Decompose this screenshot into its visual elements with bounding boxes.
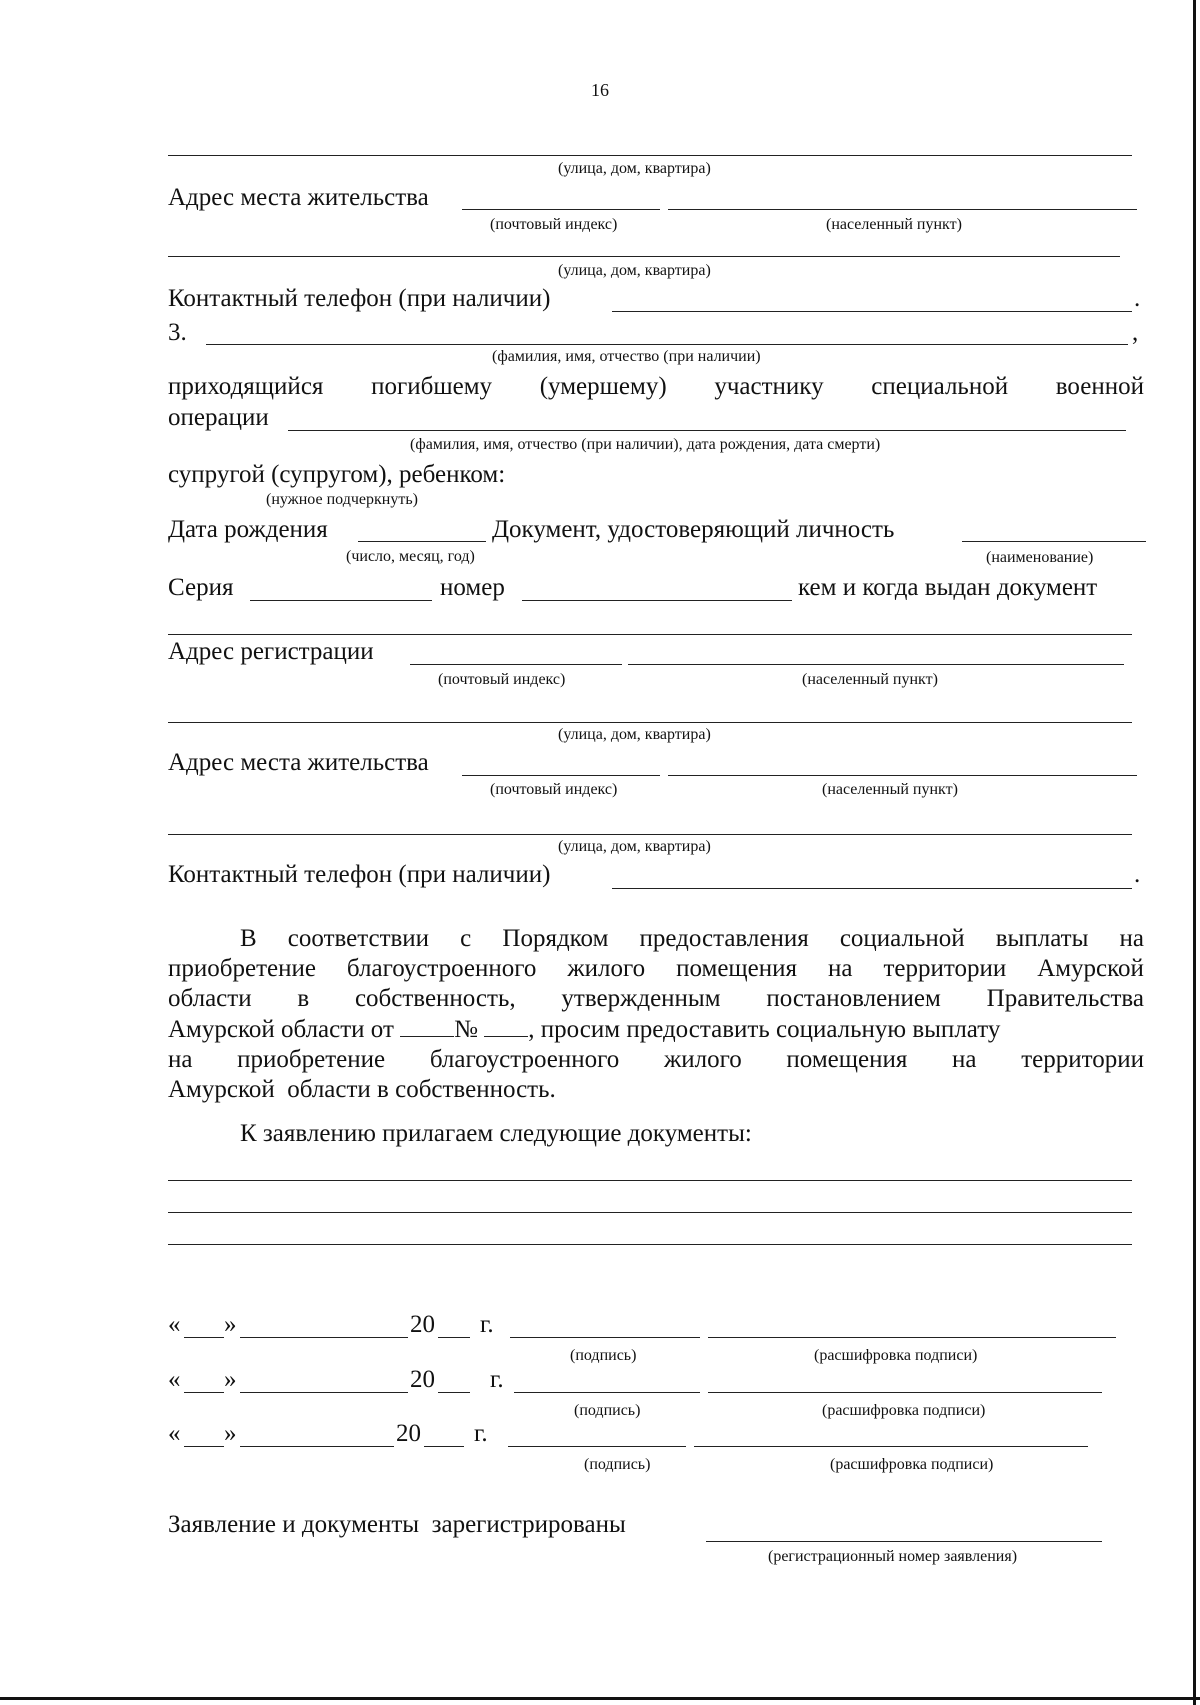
application-paragraph — [168, 924, 1144, 1105]
relation-word: военной — [1055, 373, 1144, 400]
paragraph-text: Амурской области от — [168, 1016, 394, 1043]
sig1-open-quote: « — [168, 1311, 181, 1338]
sig3-decode-line — [694, 1446, 1088, 1447]
operation-label: операции — [168, 404, 269, 431]
residence-label-2: Адрес места жительства — [168, 749, 429, 776]
sig3-day-line — [184, 1446, 224, 1447]
number-line — [522, 600, 792, 601]
paragraph-word: Порядком — [502, 925, 609, 952]
number-blank — [484, 1014, 528, 1037]
sig3-year-prefix: 20 — [396, 1420, 421, 1447]
registered-label: Заявление и документы зарегистрированы — [168, 1511, 626, 1538]
fio-caption-3: (фамилия, имя, отчество (при наличии) — [492, 348, 761, 365]
paragraph-word: жилого — [567, 955, 646, 982]
paragraph-word: в — [297, 985, 310, 1012]
spouse-label: супругой (супругом), ребенком: — [168, 461, 506, 488]
sig2-year-suffix: г. — [490, 1366, 504, 1393]
locality-caption-2: (населенный пункт) — [802, 671, 938, 688]
sig2-decode-caption: (расшифровка подписи) — [822, 1402, 986, 1419]
locality-caption-1: (населенный пункт) — [826, 216, 962, 233]
sig1-month-line — [240, 1337, 408, 1338]
item-3-label: 3. — [168, 319, 187, 346]
registration-index-line — [410, 664, 622, 665]
sig1-close-quote: » — [224, 1311, 237, 1338]
residence-index-line-1 — [462, 209, 660, 210]
phone-line-2 — [612, 888, 1132, 889]
sig2-close-quote: » — [224, 1366, 237, 1393]
birth-date-label: Дата рождения — [168, 516, 328, 543]
name-caption: (наименование) — [986, 549, 1094, 566]
residence-locality-line-2 — [668, 775, 1137, 776]
paragraph-word: помещения — [786, 1046, 908, 1073]
residence-label-1: Адрес места жительства — [168, 184, 429, 211]
series-line — [250, 600, 432, 601]
sig1-decode-line — [708, 1337, 1116, 1338]
paragraph-line-6 — [168, 1075, 1144, 1105]
sig1-year-suffix: г. — [480, 1311, 494, 1338]
paragraph-word: приобретение — [168, 955, 316, 982]
paragraph-text: , просим предоставить социальную выплату — [528, 1016, 1001, 1043]
date-blank — [400, 1014, 454, 1037]
number-sign: № — [454, 1016, 479, 1043]
relation-word: погибшему — [371, 373, 493, 400]
series-label: Серия — [168, 574, 234, 601]
paragraph-word: территории — [1021, 1046, 1144, 1073]
paragraph-word: благоустроенного — [346, 955, 537, 982]
street-caption-1: (улица, дом, квартира) — [558, 160, 711, 177]
paragraph-text: Амурской области в собственность. — [168, 1076, 556, 1103]
phone-period-2: . — [1134, 861, 1141, 888]
sig3-year-suffix: г. — [474, 1420, 488, 1447]
sig2-open-quote: « — [168, 1366, 181, 1393]
paragraph-word: приобретение — [237, 1046, 386, 1073]
id-doc-line — [962, 541, 1146, 542]
sig2-month-line — [240, 1392, 408, 1393]
paragraph-word: Амурской — [1037, 955, 1144, 982]
sig2-day-line — [184, 1392, 224, 1393]
issued-line — [168, 634, 1132, 635]
paragraph-line-1 — [168, 924, 1144, 954]
locality-caption-3: (населенный пункт) — [822, 781, 958, 798]
postal-index-caption-2: (почтовый индекс) — [438, 671, 566, 688]
paragraph-word: социальной — [839, 925, 965, 952]
paragraph-line-4 — [168, 1014, 1144, 1045]
sig2-year-prefix: 20 — [410, 1366, 435, 1393]
registration-label: Адрес регистрации — [168, 638, 374, 665]
postal-index-caption-3: (почтовый индекс) — [490, 781, 618, 798]
reg-number-caption: (регистрационный номер заявления) — [768, 1548, 1018, 1565]
relation-word: участнику — [714, 373, 824, 400]
sig3-decode-caption: (расшифровка подписи) — [830, 1456, 994, 1473]
deceased-caption: (фамилия, имя, отчество (при наличии), дата рождения, дата смерти) — [410, 436, 881, 453]
paragraph-line-2 — [168, 954, 1144, 984]
phone-label-1: Контактный телефон (при наличии) — [168, 285, 551, 312]
street-line-3 — [168, 722, 1132, 723]
paragraph-word: утвержденным — [561, 985, 721, 1012]
paragraph-line-3 — [168, 984, 1144, 1014]
paragraph-word: помещения — [676, 955, 798, 982]
reg-number-line — [706, 1541, 1102, 1542]
sig2-signature-line — [514, 1392, 700, 1393]
relation-word: специальной — [871, 373, 1009, 400]
street-caption-3: (улица, дом, квартира) — [558, 726, 711, 743]
underline-caption: (нужное подчеркнуть) — [266, 491, 418, 508]
sig1-day-line — [184, 1337, 224, 1338]
paragraph-word: В — [240, 925, 257, 952]
date-caption: (число, месяц, год) — [346, 548, 475, 565]
paragraph-word: области — [168, 985, 252, 1012]
paragraph-word: жилого — [663, 1046, 742, 1073]
postal-index-caption-1: (почтовый индекс) — [490, 216, 618, 233]
sig3-month-line — [240, 1446, 394, 1447]
paragraph-word: постановлением — [766, 985, 941, 1012]
sig1-signature-line — [510, 1337, 700, 1338]
sig3-signature-caption: (подпись) — [584, 1456, 651, 1473]
sig1-signature-caption: (подпись) — [570, 1347, 637, 1364]
paragraph-line-5 — [168, 1045, 1144, 1075]
paragraph-word: территории — [883, 955, 1007, 982]
phone-label-2: Контактный телефон (при наличии) — [168, 861, 551, 888]
sig3-year-line — [424, 1446, 464, 1447]
issued-label: кем и когда выдан документ — [798, 574, 1098, 601]
registration-locality-line — [628, 664, 1124, 665]
sig3-signature-line — [508, 1446, 686, 1447]
fio-line-3 — [206, 344, 1128, 345]
paragraph-word: Правительства — [986, 985, 1144, 1012]
paragraph-word: на — [952, 1046, 977, 1073]
street-line-2 — [168, 256, 1120, 257]
paragraph-word: предоставления — [639, 925, 809, 952]
sig2-decode-line — [708, 1392, 1102, 1393]
attachment-line-3 — [168, 1244, 1132, 1245]
sig1-year-prefix: 20 — [410, 1311, 435, 1338]
fio-comma-3: , — [1132, 319, 1139, 346]
residence-locality-line-1 — [668, 209, 1137, 210]
phone-line-1 — [612, 311, 1132, 312]
street-line-4 — [168, 834, 1132, 835]
paragraph-word: с — [460, 925, 472, 952]
sig1-year-line — [438, 1337, 470, 1338]
sig2-year-line — [438, 1392, 470, 1393]
street-caption-4: (улица, дом, квартира) — [558, 838, 711, 855]
sig3-open-quote: « — [168, 1420, 181, 1447]
street-line-1 — [168, 155, 1132, 156]
paragraph-word: на — [828, 955, 853, 982]
relation-word: (умершему) — [539, 373, 667, 400]
residence-index-line-2 — [462, 775, 660, 776]
paragraph-word: соответствии — [287, 925, 430, 952]
attachments-label: К заявлению прилагаем следующие документы: — [240, 1120, 752, 1147]
phone-period-1: . — [1134, 285, 1141, 312]
paragraph-word: на — [168, 1046, 193, 1073]
paragraph-word: благоустроенного — [429, 1046, 620, 1073]
deceased-line — [288, 430, 1126, 431]
street-caption-2: (улица, дом, квартира) — [558, 262, 711, 279]
number-label: номер — [440, 574, 505, 601]
sig3-close-quote: » — [224, 1420, 237, 1447]
id-doc-label: Документ, удостоверяющий личность — [492, 516, 895, 543]
birth-date-line — [358, 541, 486, 542]
attachment-line-2 — [168, 1212, 1132, 1213]
relation-word: приходящийся — [168, 373, 324, 400]
page-border-bottom — [0, 1697, 1200, 1700]
relation-line — [168, 372, 1144, 402]
paragraph-word: на — [1119, 925, 1144, 952]
paragraph-word: собственность, — [354, 985, 516, 1012]
attachment-line-1 — [168, 1180, 1132, 1181]
page-number: 16 — [591, 80, 609, 100]
paragraph-word: выплаты — [995, 925, 1089, 952]
page-border-right — [1193, 0, 1196, 1705]
sig2-signature-caption: (подпись) — [574, 1402, 641, 1419]
sig1-decode-caption: (расшифровка подписи) — [814, 1347, 978, 1364]
